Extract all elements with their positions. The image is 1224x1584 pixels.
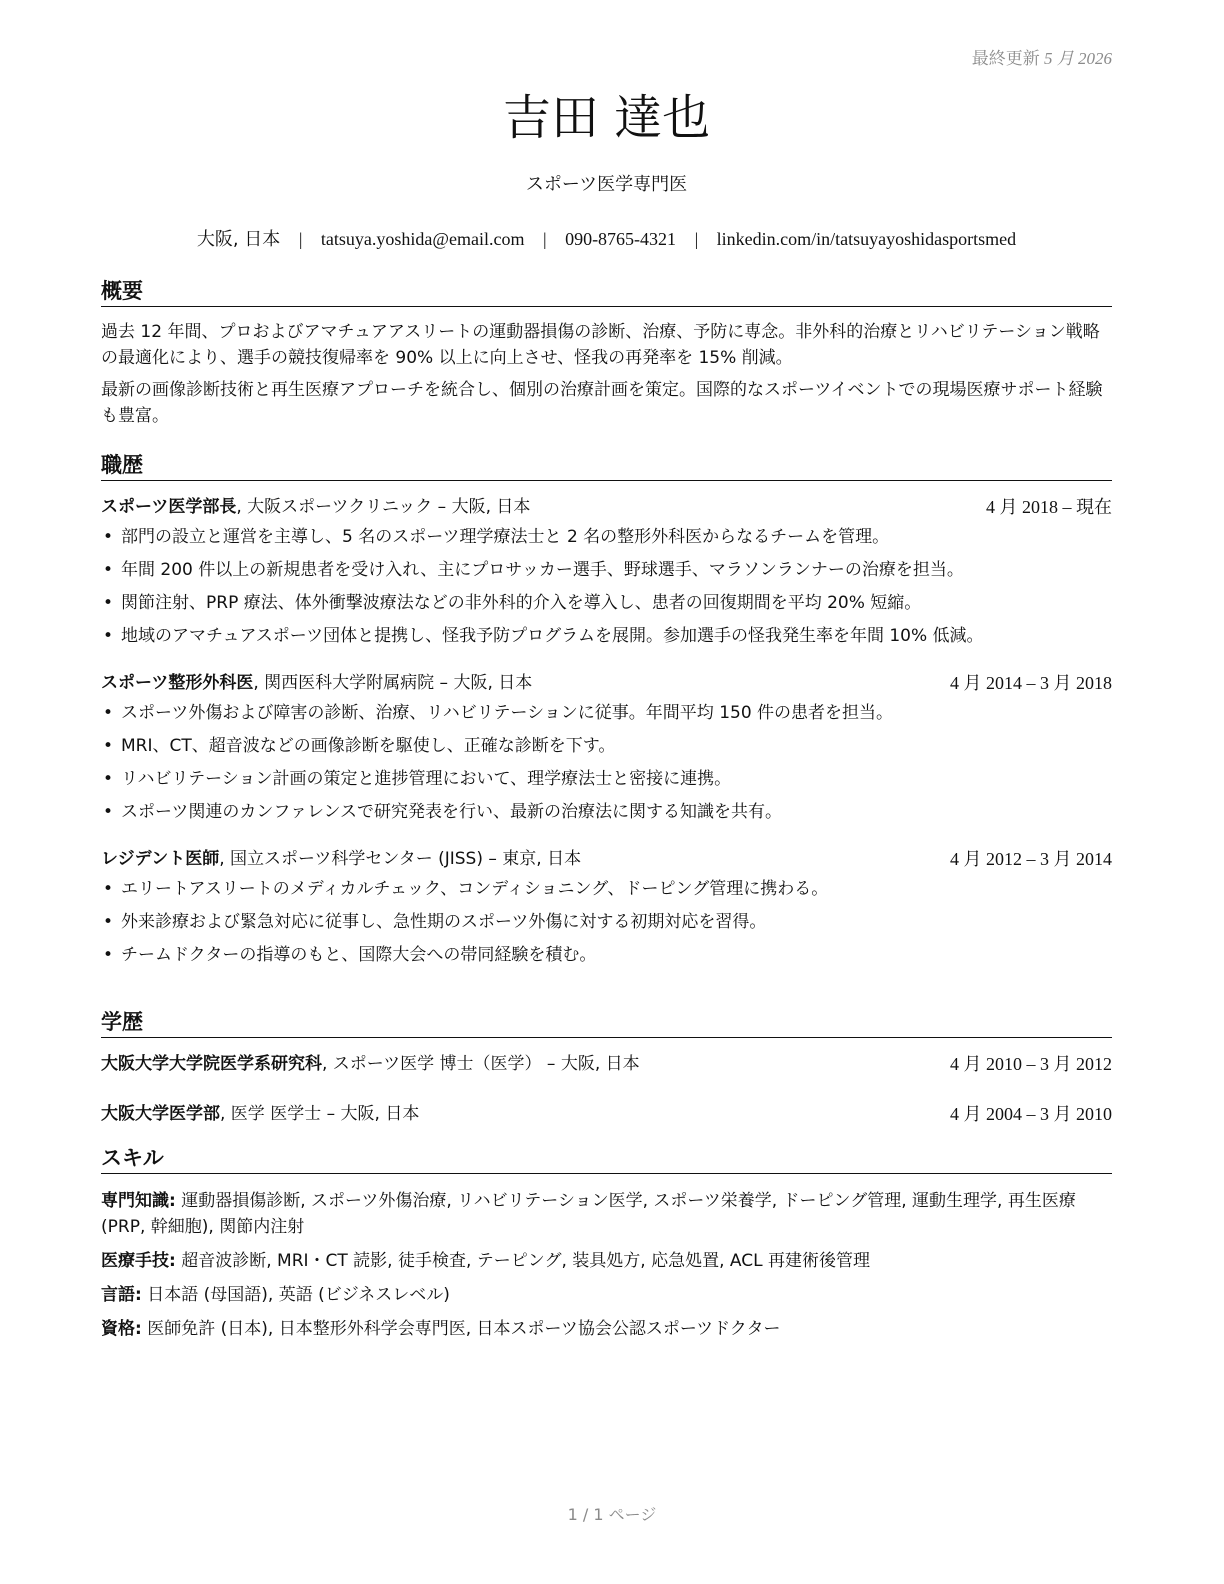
last-updated-label: 最終更新	[971, 49, 1040, 69]
contact-separator: |	[298, 229, 303, 249]
candidate-name: 吉田 達也	[502, 90, 711, 146]
job-bullet: • MRI、CT、超音波などの画像診断を駆使し、正確な診断を下す。	[101, 730, 1112, 763]
job-bullet: • リハビリテーション計画の策定と進捗管理において、理学療法士と密接に連携。	[101, 763, 1112, 796]
education-entry	[101, 1052, 1112, 1076]
job-bullets	[101, 521, 1112, 653]
job-entry	[101, 847, 1112, 972]
job-role: レジデント医師	[101, 849, 220, 869]
job-bullet: • スポーツ関連のカンファレンスで研究発表を行い、最新の治療法に関する知識を共有。	[101, 796, 1112, 829]
skill-label: 専門知識:	[101, 1191, 176, 1211]
summary-paragraph: 最新の画像診断技術と再生医療アプローチを統合し、個別の治療計画を策定。国際的なスポーツイベントでの現場医療サポート経験も豊富。	[101, 380, 1103, 426]
education-entry	[101, 1102, 1112, 1126]
job-bullet: • エリートアスリートのメディカルチェック、コンディショニング、ドーピング管理に携わる。	[101, 873, 1112, 906]
contact-linkedin[interactable]: linkedin.com/in/tatsuyayoshidasportsmed	[716, 229, 1017, 249]
summary-paragraph: 過去 12 年間、プロおよびアマチュアアスリートの運動器損傷の診断、治療、予防に専念。非外科的治療とリハビリテーション戦略の最適化により、選手の競技復帰率を 90% 以上に向上させ、怪我の再発率を 15% 削減。	[101, 322, 1100, 368]
education-school: 大阪大学大学院医学系研究科	[101, 1054, 322, 1074]
skill-value: 超音波診断, MRI・CT 読影, 徒手検査, テーピング, 装具処方, 応急処置, ACL 再建術後管理	[175, 1251, 870, 1271]
contact-separator: |	[694, 229, 699, 249]
skill-value: 日本語 (母国語), 英語 (ビジネスレベル)	[141, 1285, 450, 1305]
education-date: 4 月 2010 – 3 月 2012	[950, 1054, 1112, 1074]
contact-email[interactable]: tatsuya.yoshida@email.com	[320, 229, 525, 249]
page-footer: 1 / 1 ページ	[567, 1505, 657, 1524]
job-role: スポーツ医学部長	[101, 497, 237, 517]
experience-heading: 職歴	[101, 452, 1112, 481]
contact-separator: |	[542, 229, 547, 249]
skill-label: 医療手技:	[101, 1251, 176, 1271]
education-detail: , スポーツ医学 博士（医学） – 大阪, 日本	[322, 1054, 640, 1074]
candidate-title: スポーツ医学専門医	[525, 174, 688, 195]
job-header	[101, 671, 1112, 695]
job-bullets	[101, 873, 1112, 972]
skill-row	[101, 1188, 1112, 1240]
skills-section	[101, 1145, 1112, 1342]
summary-heading: 概要	[101, 278, 1112, 307]
contact-line	[101, 225, 1112, 251]
job-entry	[101, 495, 1112, 653]
job-date: 4 月 2018 – 現在	[986, 497, 1112, 517]
job-header	[101, 847, 1112, 871]
education-heading: 学歴	[101, 1009, 1112, 1038]
job-entry	[101, 671, 1112, 829]
job-bullets	[101, 697, 1112, 829]
job-role: スポーツ整形外科医	[101, 673, 254, 693]
experience-section	[101, 452, 1112, 972]
job-bullet: • 年間 200 件以上の新規患者を受け入れ、主にプロサッカー選手、野球選手、マラソンランナーの治療を担当。	[101, 554, 1112, 587]
skill-row	[101, 1316, 1112, 1342]
job-bullet: • 外来診療および緊急対応に従事し、急性期のスポーツ外傷に対する初期対応を習得。	[101, 906, 1112, 939]
job-bullet: • 地域のアマチュアスポーツ団体と提携し、怪我予防プログラムを展開。参加選手の怪我発生率を年間 10% 低減。	[101, 620, 1112, 653]
skill-value: 運動器損傷診断, スポーツ外傷治療, リハビリテーション医学, スポーツ栄養学, ドーピング管理, 運動生理学, 再生医療 (PRP, 幹細胞), 関節内注射	[101, 1191, 1076, 1237]
skill-label: 資格:	[101, 1319, 142, 1339]
job-date: 4 月 2014 – 3 月 2018	[950, 673, 1112, 693]
job-org: , 大阪スポーツクリニック – 大阪, 日本	[236, 497, 531, 517]
contact-location: 大阪, 日本	[196, 229, 281, 250]
job-org: , 関西医科大学附属病院 – 大阪, 日本	[253, 673, 533, 693]
job-bullet: • スポーツ外傷および障害の診断、治療、リハビリテーションに従事。年間平均 150 件の患者を担当。	[101, 697, 1112, 730]
skill-value: 医師免許 (日本), 日本整形外科学会専門医, 日本スポーツ協会公認スポーツドクター	[141, 1319, 781, 1339]
skill-label: 言語:	[101, 1285, 142, 1305]
job-bullet: • 関節注射、PRP 療法、体外衝撃波療法などの非外科的介入を導入し、患者の回復期間を平均 20% 短縮。	[101, 587, 1112, 620]
education-school: 大阪大学医学部	[101, 1104, 220, 1124]
last-updated	[972, 44, 1112, 69]
job-bullet: • 部門の設立と運営を主導し、5 名のスポーツ理学療法士と 2 名の整形外科医からなるチームを管理。	[101, 521, 1112, 554]
education-section	[101, 1009, 1112, 1126]
summary-section	[101, 278, 1112, 429]
job-bullet: • チームドクターの指導のもと、国際大会への帯同経験を積む。	[101, 939, 1112, 972]
job-org: , 国立スポーツ科学センター (JISS) – 東京, 日本	[219, 849, 582, 869]
education-detail: , 医学 医学士 – 大阪, 日本	[220, 1104, 420, 1124]
last-updated-value: 5 月 2026	[1044, 49, 1112, 68]
education-date: 4 月 2004 – 3 月 2010	[950, 1104, 1112, 1124]
skill-row	[101, 1248, 1112, 1274]
job-header	[101, 495, 1112, 519]
skill-row	[101, 1282, 1112, 1308]
skills-heading: スキル	[101, 1145, 1112, 1174]
contact-phone[interactable]: 090-8765-4321	[565, 229, 677, 249]
job-date: 4 月 2012 – 3 月 2014	[950, 849, 1112, 869]
